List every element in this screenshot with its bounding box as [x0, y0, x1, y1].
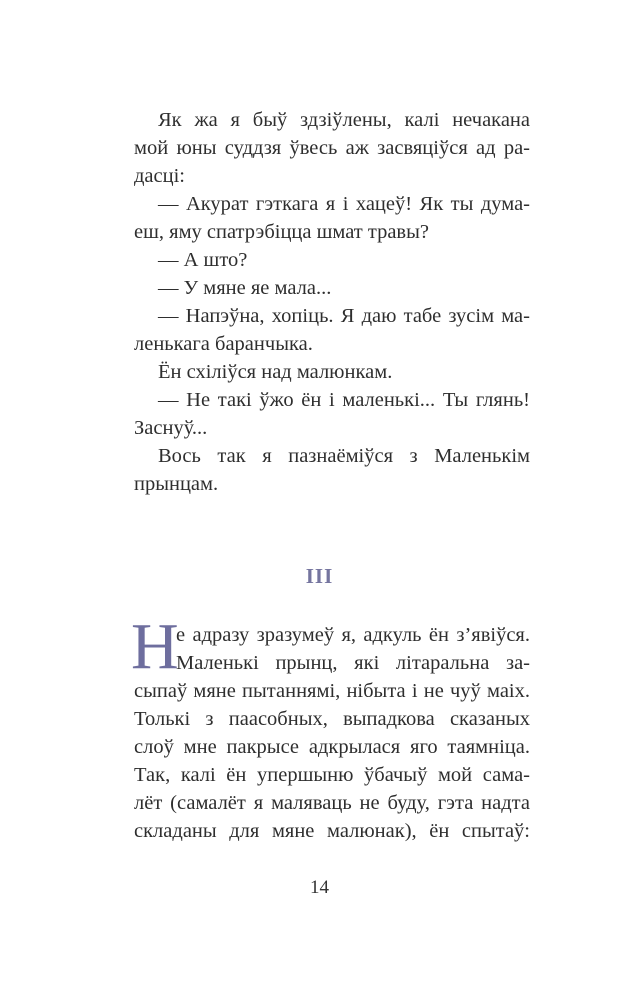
text-line: Маленькі прынц, які літаральна за- [176, 652, 530, 674]
text-line: — Акурат гэткага я і хацеў! Як ты дума- [158, 193, 530, 215]
text-line: е адразу зразумеў я, адкуль ён з’явіўся. [176, 624, 530, 646]
text-section-1 [134, 106, 530, 498]
chapter-heading: III [305, 564, 334, 588]
text-line: — У мяне яе мала... [158, 277, 332, 299]
text-line: — А што? [158, 249, 248, 271]
page-number: 14 [310, 877, 329, 898]
text-line: слоў мне пакрысе адкрылася яго таямніца. [134, 736, 530, 758]
text-line: Так, калі ён упершыню ўбачыў мой сама- [134, 764, 530, 786]
text-line: складаны для мяне малюнак), ён спытаў: [134, 820, 530, 842]
text-line: Ён схіліўся над малюнкам. [158, 361, 393, 383]
text-section-2 [131, 610, 530, 845]
drop-cap: Н [131, 610, 179, 683]
text-line: — Не такі ўжо ён і маленькі... Ты глянь! [158, 389, 530, 411]
text-line: мой юны суддзя ўвесь аж засвяціўся ад ра- [134, 137, 530, 159]
text-line: Як жа я быў здзіўлены, калі нечакана [158, 109, 530, 131]
text-line: прынцам. [134, 473, 219, 495]
text-line: Толькі з паасобных, выпадкова сказаных [134, 708, 530, 730]
text-line: Вось так я пазнаёміўся з Маленькім [158, 445, 530, 467]
text-line: дасці: [134, 165, 185, 187]
text-line: ленькага баранчыка. [134, 333, 313, 355]
text-line: лёт (самалёт я маляваць не буду, гэта надта [134, 792, 530, 814]
text-line: еш, яму спатрэбіцца шмат травы? [134, 221, 429, 243]
text-line: — Напэўна, хопіць. Я даю табе зусім ма- [158, 305, 530, 327]
text-line: Заснуў... [134, 417, 208, 439]
text-line: сыпаў мяне пытаннямі, нібыта і не чуў маіх. [134, 680, 530, 702]
